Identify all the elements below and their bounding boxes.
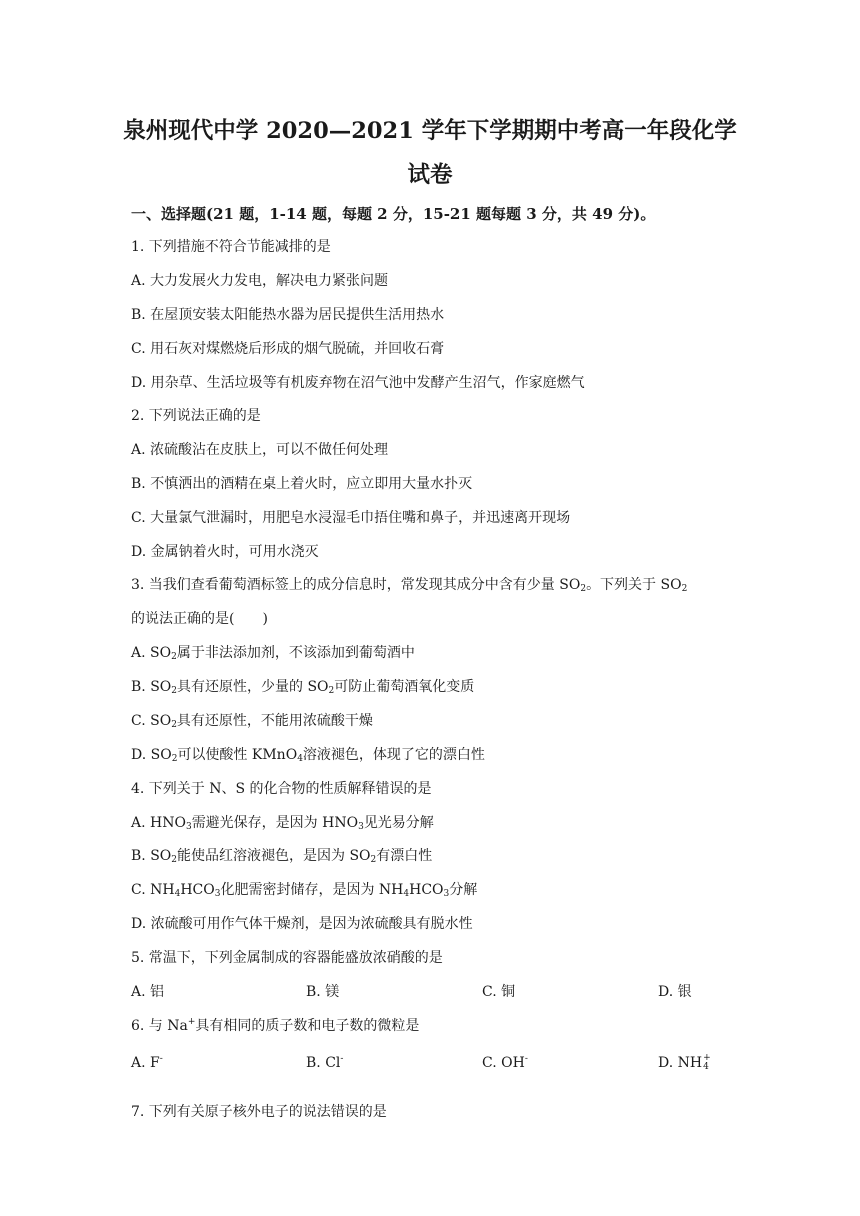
exam-title-line1: 泉州现代中学 2020—2021 学年下学期期中考高一年段化学 — [123, 118, 737, 144]
question-1-option-a: A. 大力发展火力发电，解决电力紧张问题 — [131, 273, 389, 289]
question-4-option-a: A. $HNO_3$需避光保存，是因为 $HNO_3$见光易分解 — [131, 815, 434, 832]
question-3-option-d: D. $SO_2$可以使酸性 KMnO$_4$溶液褪色，体现了它的漂白性 — [131, 747, 485, 764]
question-1-option-c: C. 用石灰对煤燃烧后形成的烟气脱硫，并回收石膏 — [131, 341, 445, 357]
question-6-option-a: A. F- — [131, 1054, 163, 1071]
question-4-stem: 4. 下列关于 N、S 的化合物的性质解释错误的是 — [131, 781, 432, 797]
question-3-stem-continued: 的说法正确的是( ) — [131, 611, 268, 627]
question-7-stem: 7. 下列有关原子核外电子的说法错误的是 — [131, 1104, 387, 1120]
question-2-option-c: C. 大量氯气泄漏时，用肥皂水浸湿毛巾捂住嘴和鼻子，并迅速离开现场 — [131, 510, 571, 526]
question-4-option-b: B. $SO_2$能使品红溶液褪色，是因为 $SO_2$有漂白性 — [131, 848, 433, 865]
question-1-stem: 1. 下列措施不符合节能减排的是 — [131, 239, 331, 255]
question-5-option-c: C. 铜 — [482, 984, 516, 1000]
question-6-option-b: B. Cl- — [306, 1054, 344, 1071]
question-2-option-b: B. 不慎洒出的酒精在桌上着火时，应立即用大量水扑灭 — [131, 476, 473, 492]
ammonium-charge-stack: + 4 — [703, 1053, 711, 1072]
question-5-stem: 5. 常温下，下列金属制成的容器能盛放浓硝酸的是 — [131, 950, 443, 966]
question-5-option-b: B. 镁 — [306, 984, 340, 1000]
question-4-option-c: C. $NH_4HCO_3$化肥需密封储存，是因为 $NH_4HCO_3$分解 — [131, 882, 478, 899]
question-1-option-b: B. 在屋顶安装太阳能热水器为居民提供生活用热水 — [131, 307, 445, 323]
question-3-stem: 3. 当我们查看葡萄酒标签上的成分信息时，常发现其成分中含有少量 $SO_2$。下列关于 $SO_2$ — [131, 577, 688, 594]
question-3-option-a: A. $SO_2$属于非法添加剂，不该添加到葡萄酒中 — [131, 645, 415, 662]
section-heading: 一、选择题(21 题，1-14 题，每题 2 分，15-21 题每题 3 分，共 49 分)。 — [131, 205, 656, 223]
question-4-option-d: D. 浓硫酸可用作气体干燥剂，是因为浓硫酸具有脱水性 — [131, 916, 473, 932]
question-6-stem: 6. 与 Na+具有相同的质子数和电子数的微粒是 — [131, 1017, 420, 1034]
question-2-stem: 2. 下列说法正确的是 — [131, 408, 261, 424]
question-2-option-a: A. 浓硫酸沾在皮肤上，可以不做任何处理 — [131, 442, 389, 458]
question-2-option-d: D. 金属钠着火时，可用水浇灭 — [131, 544, 319, 560]
question-3-option-c: C. $SO_2$具有还原性，不能用浓硫酸干燥 — [131, 713, 373, 730]
question-5-option-a: A. 铝 — [131, 984, 165, 1000]
question-5-option-d: D. 银 — [658, 984, 692, 1000]
question-6-option-c: C. OH- — [482, 1054, 528, 1071]
question-1-option-d: D. 用杂草、生活垃圾等有机废弃物在沼气池中发酵产生沼气，作家庭燃气 — [131, 375, 585, 391]
question-6-option-d: D. NH + 4 — [658, 1053, 711, 1072]
question-3-option-b: B. $SO_2$具有还原性，少量的 $SO_2$可防止葡萄酒氧化变质 — [131, 679, 475, 696]
exam-title-line2: 试卷 — [407, 162, 453, 188]
